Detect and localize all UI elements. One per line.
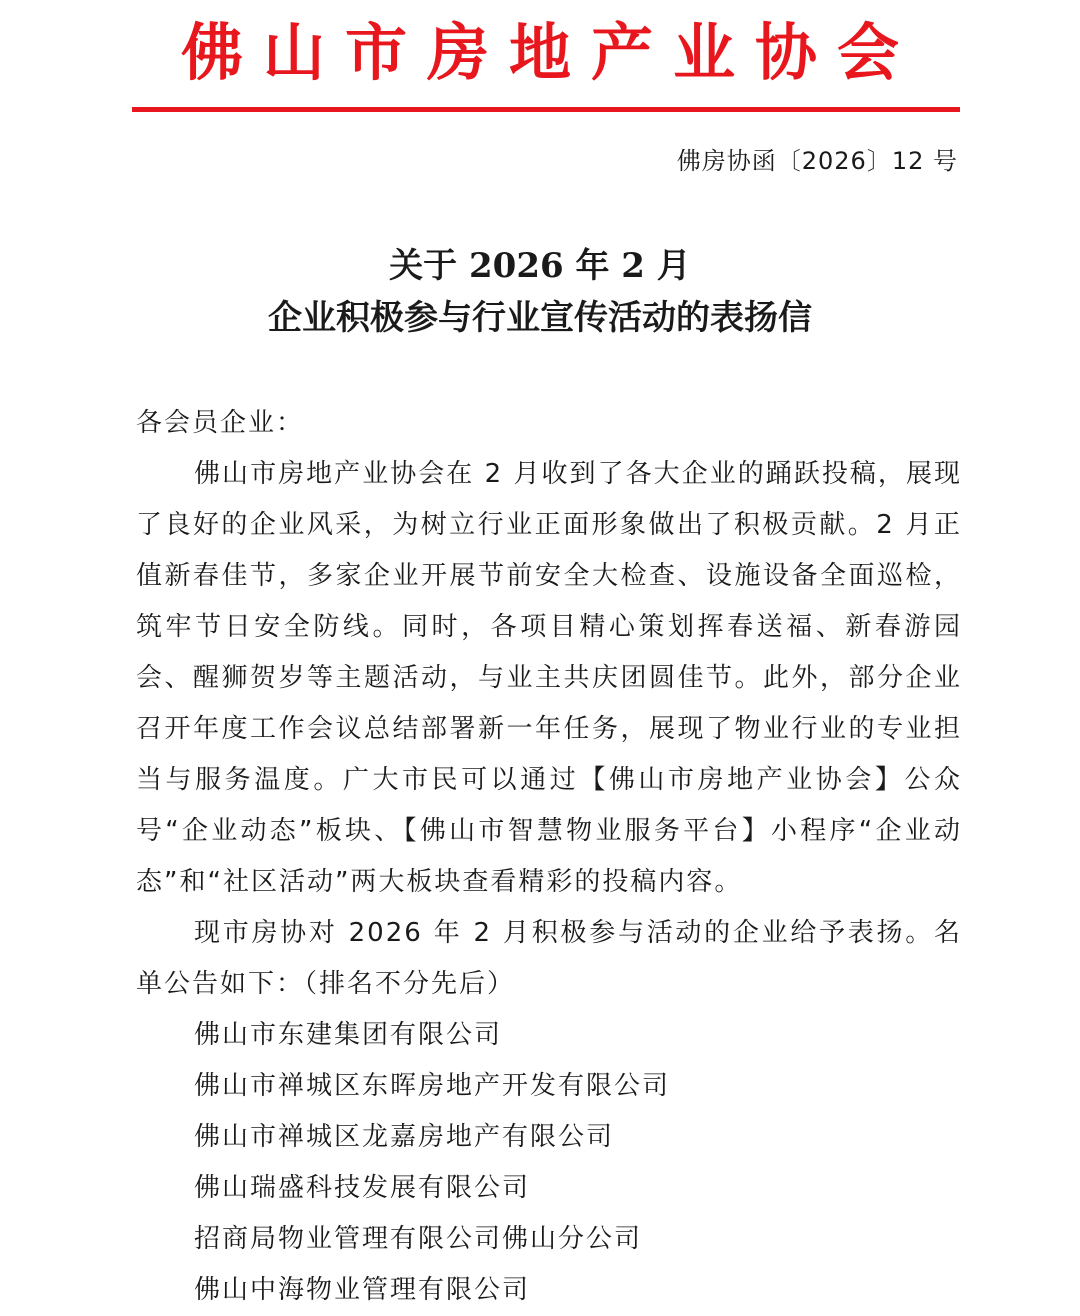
list-item: 佛山中海物业管理有限公司 [194,1275,531,1305]
document-title [0,240,1080,344]
document-number: 佛房协函〔2026〕12 号 [676,147,958,175]
list-item: 招商局物业管理有限公司佛山分公司 [194,1224,643,1254]
company-list [136,1010,962,1316]
paragraph-announcement: 现市房协对 2026 年 2 月积极参与活动的企业给予表扬。名单公告如下：（排名不分先后） [136,918,962,999]
letterhead-divider [132,107,960,112]
letterhead-org-name: 佛山市房地产业协会 [180,16,919,89]
list-item: 佛山市东建集团有限公司 [194,1020,503,1050]
list-item: 佛山瑞盛科技发展有限公司 [194,1173,531,1203]
title-line-2: 企业积极参与行业宣传活动的表扬信 [268,298,812,338]
list-item: 佛山市禅城区东晖房地产开发有限公司 [194,1071,671,1101]
letter-body [136,398,962,1316]
salutation: 各会员企业： [136,408,305,438]
list-item: 佛山市禅城区龙嘉房地产有限公司 [194,1122,615,1152]
title-line-1: 关于 2026 年 2 月 [389,246,691,286]
paragraph-intro: 佛山市房地产业协会在 2 月收到了各大企业的踊跃投稿，展现了良好的企业风采，为树立行业正面形象做出了积极贡献。2 月正值新春佳节，多家企业开展节前安全大检查、设施设备全面巡检，筑牢节日安全防线。同时，各项目精心策划挥春送福、新春游园会、醒狮贺岁等主题活动，与业主共庆团圆佳节。此外，部分企业召开年度工作会议总结部署新一年任务，展现了物业行业的专业担当与服务温度。广大市民可以通过【佛山市房地产业协会】公众号“企业动态”板块、【佛山市智慧物业服务平台】小程序“企业动态”和“社区活动”两大板块查看精彩的投稿内容。 [136,459,962,897]
